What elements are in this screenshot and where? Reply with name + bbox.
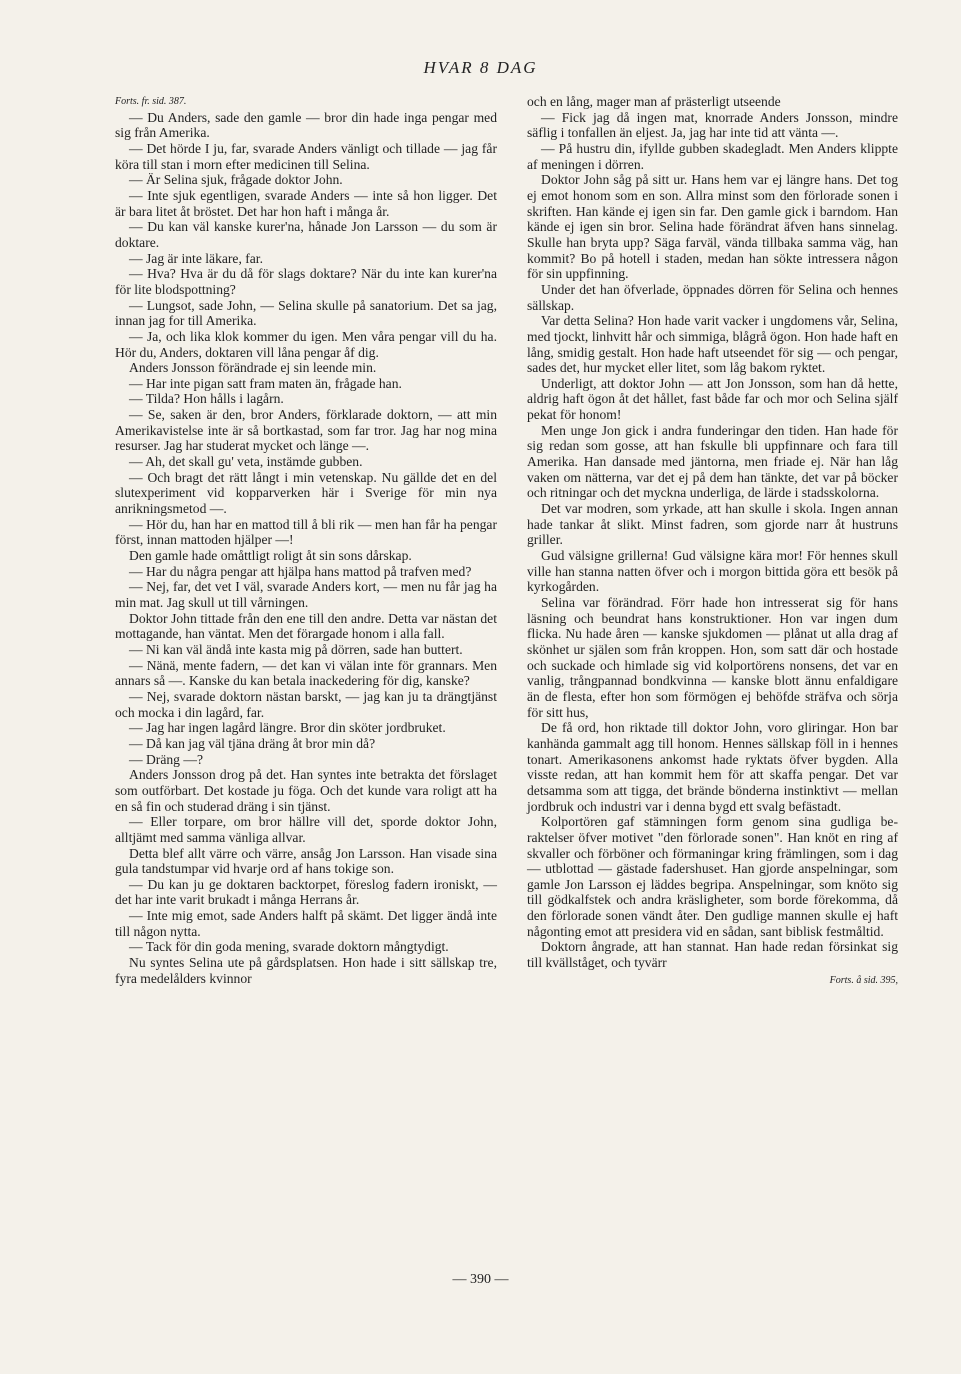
paragraph: Var detta Selina? Hon hade varit vacker i ungdomens vår, Selina, med tjockt, linhvitt hår och simmiga, blågrå ögon. Hon hade haft en lång, smidig gestalt. Hon hade haft utseendet för sig — och pengar, sades det, hur mycket eller litet, som låg bakom ryktet. [527, 313, 898, 376]
paragraph: — Och bragt det rätt långt i min vetenskap. Nu gällde det en del slutexperiment vid kopparverken här i Sverige för min nya anrikningsmetod —. [115, 469, 497, 517]
left-paragraphs [115, 110, 497, 987]
paragraph: Doktor John tittade från den ene till den andre. Detta var nästan det mottagande, han väntat. Men det förargade honom i alla fall. [115, 610, 497, 642]
paragraph: — Se, saken är den, bror Anders, förklarade doktorn, — att min Amerikavistelse inte är så bortkastad, som far tror. Jag har nog mina resurser. Jag har studerat mycket och länge —. [115, 407, 497, 454]
paragraph: — Hva? Hva är du då för slags doktare? När du inte kan kurer'na för lite blodspottning? [115, 266, 497, 297]
paragraph: Gud välsigne grillerna! Gud välsigne kära mor! För hennes skull ville han stanna natten öfver och i morgon bittida göra ett besök på kyrkogården. [527, 548, 898, 595]
continuation-note-end: Forts. å sid. 395, [829, 974, 898, 986]
paragraph: — Då kan jag väl tjäna dräng åt bror min då? [129, 735, 376, 751]
paragraph: — Jag har ingen lagård längre. Bror din sköter jordbruket. [129, 720, 446, 736]
paragraph: — Ni kan väl ändå inte kasta mig på dörren, sade han buttert. [129, 641, 463, 657]
paragraph: — Inte sjuk egentligen, svarade Anders — inte så hon ligger. Det är bara litet åt bröstet. Det har hon haft i många år. [115, 187, 497, 219]
paragraph: — På hustru din, ifyllde gubben skadegladt. Men Anders klippte af meningen i dörren. [527, 140, 898, 172]
paragraph: Doktorn ångrade, att han stannat. Han hade redan försinkat sig till kvällståget, och tyvärr [527, 939, 898, 971]
continuation-note: Forts. fr. sid. 387. [115, 96, 187, 107]
left-column [115, 94, 497, 986]
paragraph: och en lång, mager man af prästerligt utseende [527, 94, 781, 109]
paragraph: — Dräng —? [129, 751, 203, 767]
paragraph: — Nänä, mente fadern, — det kan vi välan inte för grannars. Men annars så —. Kanske du kan betala inackedering för dig, kanske? [115, 657, 497, 689]
paragraph: Selina var förändrad. Förr hade hon intresserat sig för hans läsning och beundrat hans konstruktioner. Hon var ingen dum flicka. Nu hade åren — kanske sjukdomen — plånat ut alla drag af skönhet ur själen som från kroppen. Hon, som satt där och hostade och suckade och himlade sig vid kolportörens nonsens, det var en vanlig, trångpannad bondkvinna — kanske blott ännu enfaldigare än de flesta, efter hon som förmögen ej behöfde sträfva och sörja för sitt hus, [527, 595, 898, 720]
paragraph: — Har du några pengar att hjälpa hans mattod på trafven med? [129, 563, 472, 579]
paragraph: Anders Jonsson förändrade ej sin leende min. [129, 360, 377, 376]
paragraph: Detta blef allt värre och värre, ansåg Jon Larsson. Han visade sina gula tandstumpar vid hvarje ord af hans tokige son. [115, 845, 497, 877]
paragraph: — Ja, och lika klok kommer du igen. Men våra pengar vill du ha. Hör du, Anders, doktaren vill låna pengar åf dig. [115, 328, 497, 360]
paragraph: Anders Jonsson drog på det. Han syntes inte betrakta det förslaget som outförbart. Det kostade ju föga. Och det kunde vara roligt att ha en så fin och studerad dräng i sin tjänst. [115, 767, 497, 814]
paragraph: — Jag är inte läkare, far. [129, 250, 263, 266]
paragraph: Doktor John såg på sitt ur. Hans hem var ej längre hans. Det tog ej emot honom som en son. Allra minst som den förlorade sonen i skriften. Han kände ej igen sin far. Den gamle gick i barndom. Han kände ej igen sin bror. Selina hade förändrat äfven hans sinnelag. Skulle han bryta upp? Säga farväl, vända tillbaka samma väg, han kommit? Bo på hotell i staden, medan han sökte intressera någon för sin uppfinning. [527, 172, 898, 282]
paragraph: — Är Selina sjuk, frågade doktor John. [129, 172, 343, 188]
paragraph: — Nej, svarade doktorn nästan barskt, — jag kan ju ta drängtjänst och mocka i din lagård, far. [115, 688, 497, 720]
paragraph: Men unge Jon gick i andra funderingar den tiden. Han hade för sig redan som gosse, att han fskulle bli uppfinnare och fara till Amerika. Han dansade med jäntorna, men friade ej. När han låg vaken om nätterna, var det ej på dem han tänkte, det var på böcker och ritningar och det myckna underliga, de lärde i stadsskolorna. [527, 422, 898, 501]
paragraph: — Du kan väl kanske kurer'na, hånade Jon Larsson — du som är doktare. [115, 219, 497, 250]
paragraph: — Fick jag då ingen mat, knorrade Anders Jonsson, mindre säflig i tonfallen än eljest. Ja, jag har inte tid att vänta —. [527, 109, 898, 141]
paragraph: — Tilda? Hon hålls i lagårn. [129, 391, 284, 407]
paragraph: Underligt, att doktor John — att Jon Jonsson, som han då hette, aldrig haft ögon åt det hållet, fast både far och mor och Selina själf pekat för honom! [527, 375, 898, 423]
paragraph: Nu syntes Selina ute på gårdsplatsen. Hon hade i sitt sällskap tre, fyra medelålders kvinnor [115, 955, 497, 986]
paragraph: — Du Anders, sade den gamle — bror din hade inga pengar med sig från Amerika. [115, 109, 497, 141]
paragraph: — Ah, det skall gu' veta, instämde gubben. [129, 454, 363, 470]
right-column [527, 94, 898, 988]
paragraph: — Inte mig emot, sade Anders halft på skämt. Det ligger ändå inte till någon nytta. [115, 908, 497, 939]
paragraph: — Lungsot, sade John, — Selina skulle på sanatorium. Det sa jag, innan jag for till Amerika. [115, 297, 497, 329]
paragraph: Den gamle hade omåttligt roligt åt sin sons dårskap. [129, 548, 412, 564]
paragraph: — Har inte pigan satt fram maten än, frågade han. [129, 375, 402, 391]
paragraph: Under det han öfverlade, öppnades dörren för Selina och hennes sällskap. [527, 281, 898, 313]
paragraph: Det var modren, som yrkade, att han skulle i skola. Ingen annan hade tankar åt slikt. Minst fadren, som gjorde narr åt hustruns griller. [527, 501, 898, 548]
paragraph: — Det hörde I ju, far, svarade Anders vänligt och tillade — jag får köra till stan i morn efter medicinen till Selina. [115, 140, 497, 172]
paragraph: — Du kan ju ge doktaren backtorpet, föreslog fadern ironiskt, — det har inte varit brukadt i många Herrans år. [115, 876, 497, 908]
paragraph: Kolportören gaf stämningen form genom sina gudliga be-raktelser öfver motivet "den förlorade sonen". Han knöt en ring af skvaller och förböner och förmaningar kring främlingen, som i dag — utblottad — gästade fadershuset. Han gjorde anspelningar, som gamle Jon Larsson ej läddes begripa. Anspelningar, som knöto sig till gödkalfstek och andra kräsligheter, som borde förekomma, då den förlorade sonen vändt åter. Den gudlige mannen skulle ej haft någonting emot att presidera vid en sådan, sant biblisk festmåltid. [527, 814, 898, 939]
paragraph: — Eller torpare, om bror hällre vill det, sporde doktor John, alltjämt med samma vänliga allvar. [115, 814, 497, 845]
paragraph: — Tack för din goda mening, svarade doktorn mångtydigt. [129, 939, 449, 955]
paragraph: — Nej, far, det vet I väl, svarade Anders kort, — men nu får jag ha min mat. Jag skull ut till vårningen. [115, 579, 497, 610]
right-paragraphs [527, 94, 898, 971]
paragraph: — Hör du, han har en mattod till å bli rik — men han får ha pengar först, innan mattoden hjälper —! [115, 516, 497, 548]
running-header: HVAR 8 DAG [423, 58, 538, 77]
page-number: — 390 — [452, 1272, 509, 1287]
paragraph: De få ord, hon riktade till doktor John, voro gliringar. Hon bar kanhända gammalt agg till honom. Hennes sällskap föll in i hennes tonart. Amerikasonens ankomst hade ryktats öfver bygden. Alla visste redan, att han kommit hem för att skaffa pengar. Det var detsamma som att tigga, det brände bönderna instinktivt — mellan jordbruk och industri var i denna bygd ett svalg befästadt. [527, 720, 898, 814]
